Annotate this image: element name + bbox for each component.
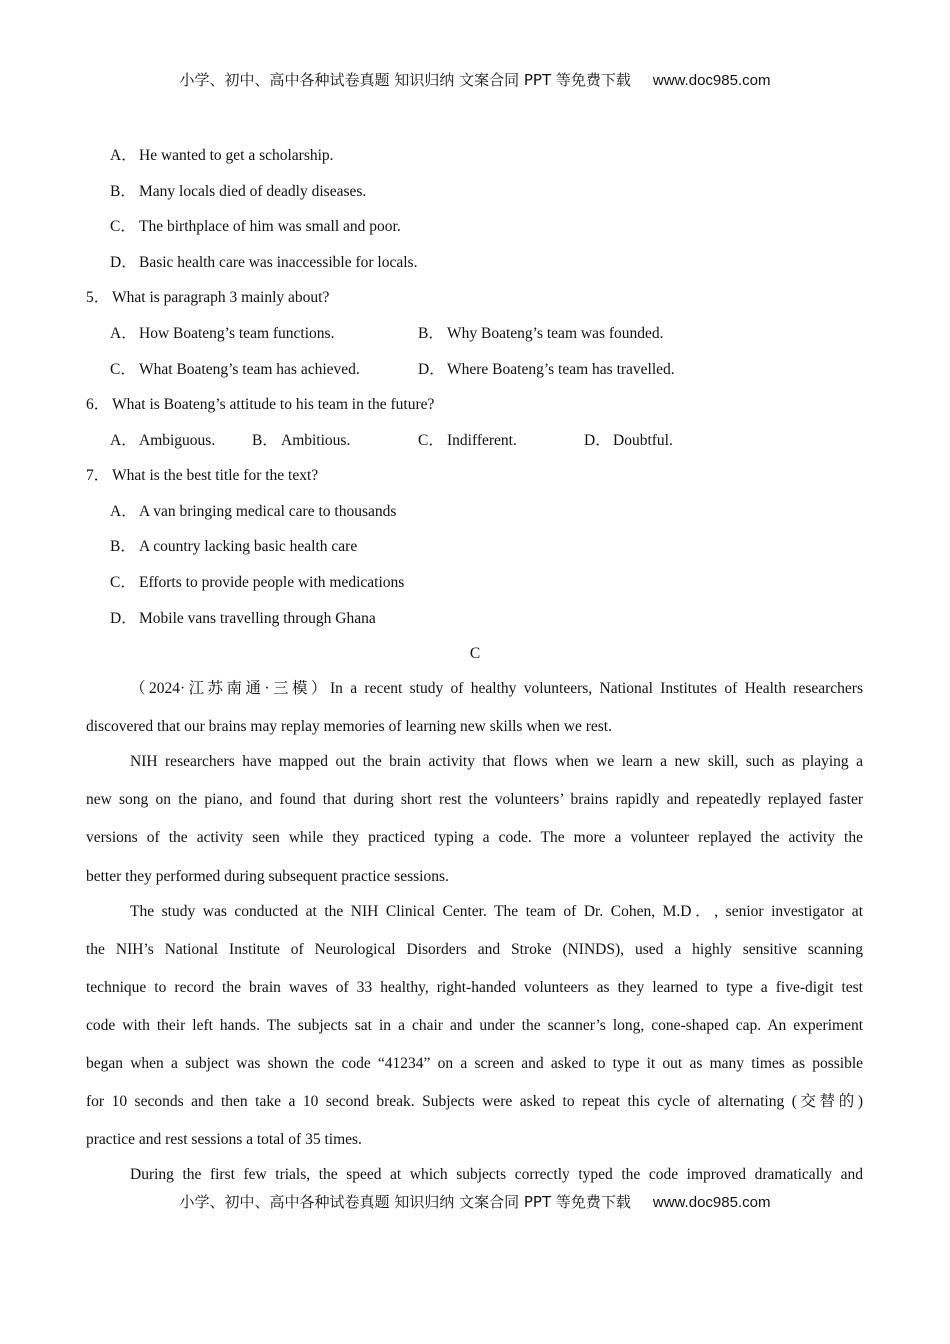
option-letter: A． [110, 325, 137, 342]
option-text: A country lacking basic health care [139, 538, 358, 555]
option-text: Doubtful. [613, 432, 673, 449]
option-letter: D． [418, 361, 445, 378]
option-text: A van bringing medical care to thousands [139, 503, 397, 520]
option-text: Where Boateng’s team has travelled. [447, 361, 675, 378]
q6-option-a [110, 431, 215, 451]
passage-line: practice and rest sessions a total of 35 times. [86, 1131, 362, 1148]
option-letter: A． [110, 147, 137, 164]
passage-line: for 10 seconds and then take a 10 second break. Subjects were asked to repeat this cycle of alternating (交替的) [86, 1093, 863, 1110]
q5-option-a [110, 324, 334, 344]
option-text: The birthplace of him was small and poor. [139, 218, 401, 235]
page-header [0, 69, 950, 90]
option-letter: C． [110, 218, 136, 235]
option-text: Mobile vans travelling through Ghana [139, 610, 376, 627]
q7-option-a [110, 502, 396, 522]
option-letter: B． [418, 325, 444, 342]
question-text: What is Boateng’s attitude to his team in the future? [112, 396, 435, 413]
option-letter: D． [110, 610, 137, 627]
question-number: 7． [86, 467, 110, 484]
question-6 [86, 395, 434, 415]
page-footer [0, 1191, 950, 1212]
footer-url[interactable]: www.doc985.com [652, 1194, 771, 1211]
passage-line: NIH researchers have mapped out the brain activity that flows when we learn a new skill, such as playing a [130, 753, 863, 770]
passage-line: versions of the activity seen while they practiced typing a code. The more a volunteer replayed the activity the [86, 829, 863, 846]
q6-option-b [252, 431, 350, 451]
question-5 [86, 288, 329, 308]
option-text: What Boateng’s team has achieved. [139, 361, 360, 378]
question-7 [86, 466, 318, 486]
option-text: Ambitious. [281, 432, 351, 449]
q6-option-c [418, 431, 517, 451]
option-letter: C． [418, 432, 444, 449]
passage-line: new song on the piano, and found that during short rest the volunteers’ brains rapidly and repeatedly replayed faster [86, 791, 863, 808]
option-text: Indifferent. [447, 432, 517, 449]
option-text: Basic health care was inaccessible for locals. [139, 254, 418, 271]
q4-option-a [110, 146, 334, 166]
q6-option-d [584, 431, 673, 451]
option-letter: B． [252, 432, 278, 449]
option-letter: D． [110, 254, 137, 271]
q5-option-c [110, 360, 360, 380]
q7-option-c [110, 573, 404, 593]
passage-line: began when a subject was shown the code “41234” on a screen and asked to type it out as many times as possible [86, 1055, 863, 1072]
question-text: What is paragraph 3 mainly about? [112, 289, 330, 306]
option-letter: A． [110, 432, 137, 449]
q7-option-d [110, 609, 376, 629]
passage-line: better they performed during subsequent practice sessions. [86, 868, 449, 885]
passage-line: discovered that our brains may replay memories of learning new skills when we rest. [86, 718, 612, 735]
option-letter: D． [584, 432, 611, 449]
option-letter: A． [110, 503, 137, 520]
question-number: 6． [86, 396, 110, 413]
option-text: Many locals died of deadly diseases. [139, 183, 367, 200]
section-label: C [469, 645, 481, 662]
footer-text: 小学、初中、高中各种试卷真题 知识归纳 文案合同 PPT 等免费下载 [179, 1193, 631, 1211]
q4-option-d [110, 253, 417, 273]
question-text: What is the best title for the text? [112, 467, 319, 484]
q5-option-d [418, 360, 675, 380]
header-text: 小学、初中、高中各种试卷真题 知识归纳 文案合同 PPT 等免费下载 [179, 71, 631, 89]
question-number: 5． [86, 289, 110, 306]
passage-line: code with their left hands. The subjects sat in a chair and under the scanner’s long, cone-shaped cap. An experiment [86, 1017, 863, 1034]
header-url[interactable]: www.doc985.com [652, 72, 771, 89]
passage-line: technique to record the brain waves of 33 healthy, right-handed volunteers as they learned to type a five-digit test [86, 979, 863, 996]
option-text: He wanted to get a scholarship. [139, 147, 334, 164]
option-letter: B． [110, 538, 136, 555]
option-letter: C． [110, 361, 136, 378]
option-text: Why Boateng’s team was founded. [447, 325, 664, 342]
option-letter: C． [110, 574, 136, 591]
passage-line: The study was conducted at the NIH Clinical Center. The team of Dr. Cohen, M.D．, senior investigator at [130, 903, 863, 920]
q5-option-b [418, 324, 664, 344]
passage-line: During the first few trials, the speed at which subjects correctly typed the code improved dramatically and [130, 1166, 863, 1183]
option-text: Ambiguous. [139, 432, 216, 449]
passage-line: （2024·江苏南通·三模）In a recent study of healthy volunteers, National Institutes of Health researchers [130, 680, 863, 697]
passage-line: the NIH’s National Institute of Neurological Disorders and Stroke (NINDS), used a highly sensitive scanning [86, 941, 863, 958]
option-text: Efforts to provide people with medications [139, 574, 405, 591]
q7-option-b [110, 537, 357, 557]
q4-option-b [110, 182, 366, 202]
option-letter: B． [110, 183, 136, 200]
option-text: How Boateng’s team functions. [139, 325, 335, 342]
q4-option-c [110, 217, 401, 237]
